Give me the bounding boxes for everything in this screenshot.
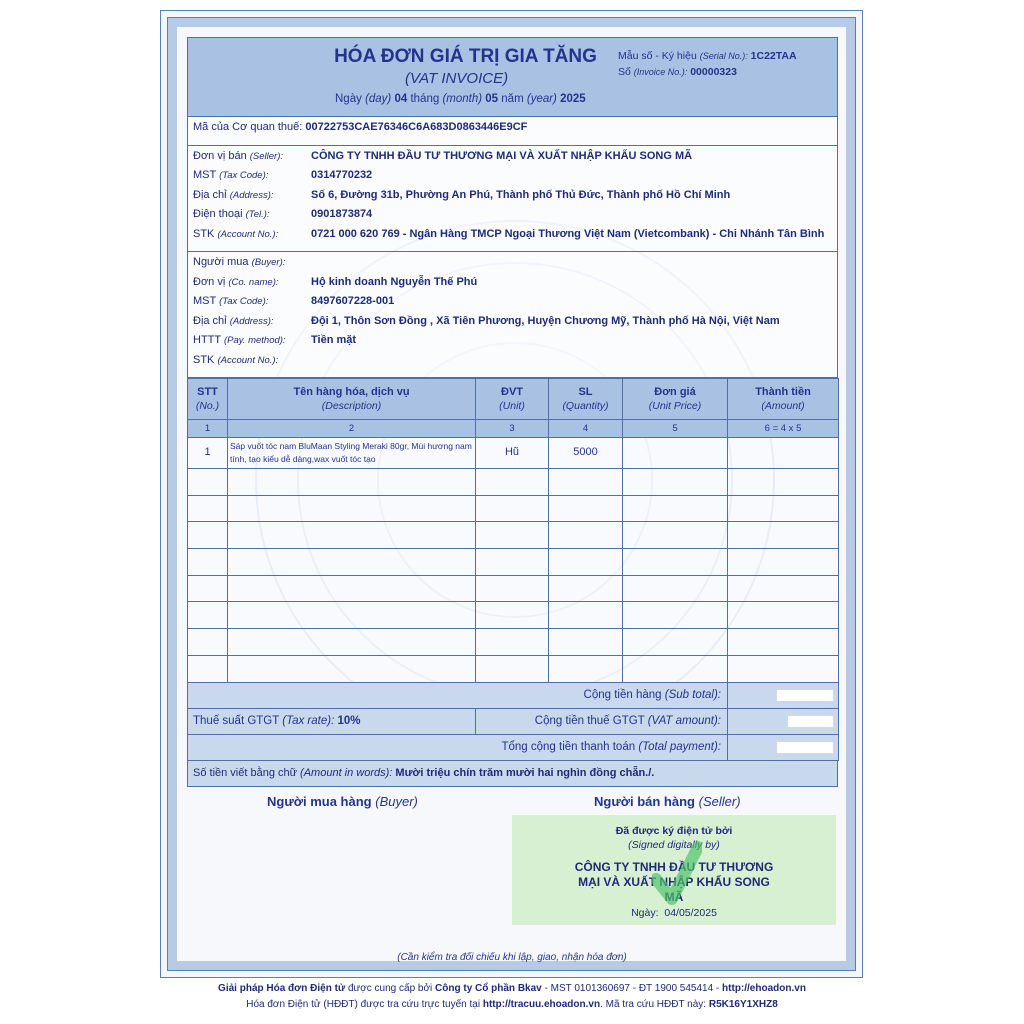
column-number-row: 1 2 3 4 5 6 = 4 x 5 xyxy=(188,420,839,438)
buyer-block: Người mua (Buyer): Đơn vị (Co. name): Hộ kinh doanh Nguyễn Thế Phú MST (Tax Code): 8497607228-001 Địa chỉ (Address): Đội 1, Thôn Sơn Đồng , Xã Tiên Phương, Huyện Chương Mỹ, Thành phố Hà Nội, Việt Nam HTTT (Pay. method): Tiền mặt STK (Account No.): xyxy=(187,252,838,378)
amount-in-words: Số tiền viết bằng chữ (Amount in words): Mười triệu chín trăm mười hai nghìn đồng chẵn./. xyxy=(187,761,838,787)
signature-date: Ngày: 04/05/2025 xyxy=(631,907,717,919)
invoice-subtitle: (VAT INVOICE) xyxy=(405,70,509,87)
item-no: 1 xyxy=(188,438,228,469)
table-row xyxy=(188,495,839,522)
col-unit-header: ĐVT (Unit) xyxy=(476,379,549,420)
item-description: Sáp vuốt tóc nam BluMaan Styling Meraki 80gr, Mùi hương nam tính, tạo kiểu dễ dàng,wax vuốt tóc tạo xyxy=(228,438,476,469)
item-unit: Hũ xyxy=(476,438,549,469)
table-row xyxy=(188,469,839,496)
seller-name: CÔNG TY TNHH ĐẦU TƯ THƯƠNG MẠI VÀ XUẤT NHẬP KHẨU SONG MÃ xyxy=(311,149,693,162)
table-row xyxy=(188,655,839,682)
col-no-header: STT (No.) xyxy=(188,379,228,420)
invoice-title: HÓA ĐƠN GIÁ TRỊ GIA TĂNG xyxy=(334,46,597,67)
table-row xyxy=(188,438,839,469)
col-description-header: Tên hàng hóa, dịch vụ (Description) xyxy=(228,379,476,420)
tracuu-link[interactable]: http://tracuu.ehoadon.vn xyxy=(482,999,601,1010)
serial-block: Mẫu số - Ký hiệu (Serial No.): 1C22TAA Số (Invoice No.): 00000323 xyxy=(618,50,797,78)
col-unit-price-header: Đơn giá (Unit Price) xyxy=(623,379,728,420)
ehoadon-link[interactable]: http://ehoadon.vn xyxy=(722,983,806,994)
buyer-signature-label: Người mua hàng (Buyer) xyxy=(267,794,418,809)
seller-account: 0721 000 620 769 - Ngân Hàng TMCP Ngoại Thương Việt Nam (Vietcombank) - Chi Nhánh Tân Bình xyxy=(311,227,825,240)
vat-value xyxy=(787,715,834,728)
buyer-tax-code: 8497607228-001 xyxy=(311,295,395,307)
item-quantity: 5000 xyxy=(549,438,623,469)
total-value xyxy=(776,741,834,754)
col-amount-header: Thành tiền (Amount) xyxy=(728,379,839,420)
subtotal-value xyxy=(776,689,834,702)
serial-number: 1C22TAA xyxy=(750,50,797,62)
seller-address: Số 6, Đường 31b, Phường An Phú, Thành phố Thủ Đức, Thành phố Hồ Chí Minh xyxy=(311,188,731,201)
tax-authority-block: Mã của Cơ quan thuế: 00722753CAE76346C6A683D0863446E9CF xyxy=(187,117,838,146)
table-row xyxy=(188,575,839,602)
checkmark-icon xyxy=(652,841,702,911)
table-row xyxy=(188,522,839,549)
items-table xyxy=(187,378,839,761)
payment-method: Tiền mặt xyxy=(311,334,357,346)
invoice-paper xyxy=(187,37,838,787)
vat-row: Thuế suất GTGT (Tax rate): 10% Cộng tiền thuế GTGT (VAT amount): xyxy=(188,708,839,734)
check-note: (Cần kiểm tra đối chiếu khi lập, giao, nhận hóa đơn) xyxy=(397,952,627,963)
item-unit-price xyxy=(623,438,728,469)
lookup-code: R5K16Y1XHZ8 xyxy=(708,999,778,1010)
footer: Giải pháp Hóa đơn Điện tử được cung cấp bởi Công ty Cổ phần Bkav - MST 0101360697 - ĐT 1900 545414 - http://ehoadon.vn Hóa đơn Điện tử (HĐĐT) được tra cứu trực tuyến tại http://tracuu.ehoadon.vn. Mã tra cứu HĐĐT này: R5K16Y1XHZ8 xyxy=(218,983,806,1010)
item-amount xyxy=(728,438,839,469)
invoice-number: 00000323 xyxy=(690,66,737,78)
col-quantity-header: SL (Quantity) xyxy=(549,379,623,420)
total-row: Tổng cộng tiền thanh toán (Total payment): xyxy=(188,734,839,760)
tax-rate: 10% xyxy=(337,715,361,727)
buyer-address: Đội 1, Thôn Sơn Đồng , Xã Tiên Phương, Huyện Chương Mỹ, Thành phố Hà Nội, Việt Nam xyxy=(311,314,780,327)
seller-signature-label: Người bán hàng (Seller) xyxy=(594,794,741,809)
signer-company: CÔNG TY TNHH ĐẦU TƯ THƯƠNG MẠI VÀ XUẤT NHẬP KHẨU SONG MÃ xyxy=(574,860,774,904)
tax-authority-code: 00722753CAE76346C6A683D0863446E9CF xyxy=(305,121,528,133)
seller-block: Đơn vị bán (Seller): CÔNG TY TNHH ĐẦU TƯ THƯƠNG MẠI VÀ XUẤT NHẬP KHẨU SONG MÃ MST (Tax Code): 0314770232 Địa chỉ (Address): Số 6, Đường 31b, Phường An Phú, Thành phố Thủ Đức, Thành phố Hồ Chí Minh Điện thoại (Tel.): 0901873874 STK (Account No.): 0721 000 620 769 - Ngân Hàng TMCP Ngoại Thương Việt Nam (Vietcombank) - Chi Nhánh Tân Bình xyxy=(187,146,838,253)
invoice-date: Ngày (day) 04 tháng (month) 05 năm (year) 2025 xyxy=(335,93,586,105)
seller-tax-code: 0314770232 xyxy=(311,169,373,181)
table-row xyxy=(188,549,839,576)
amount-words-value: Mười triệu chín trăm mười hai nghìn đồng chẵn./. xyxy=(395,766,655,779)
seller-phone: 0901873874 xyxy=(311,208,373,220)
subtotal-row: Cộng tiền hàng (Sub total): xyxy=(188,682,839,708)
buyer-name: Hộ kinh doanh Nguyễn Thế Phú xyxy=(311,275,478,288)
invoice-header xyxy=(187,37,838,117)
digital-signature-stamp: Đã được ký điện tử bởi (Signed digitally by) CÔNG TY TNHH ĐẦU TƯ THƯƠNG MẠI VÀ XUẤT NHẬP KHẨU SONG MÃ Ngày: 04/05/2025 xyxy=(512,815,836,925)
table-row xyxy=(188,629,839,656)
table-row xyxy=(188,602,839,629)
